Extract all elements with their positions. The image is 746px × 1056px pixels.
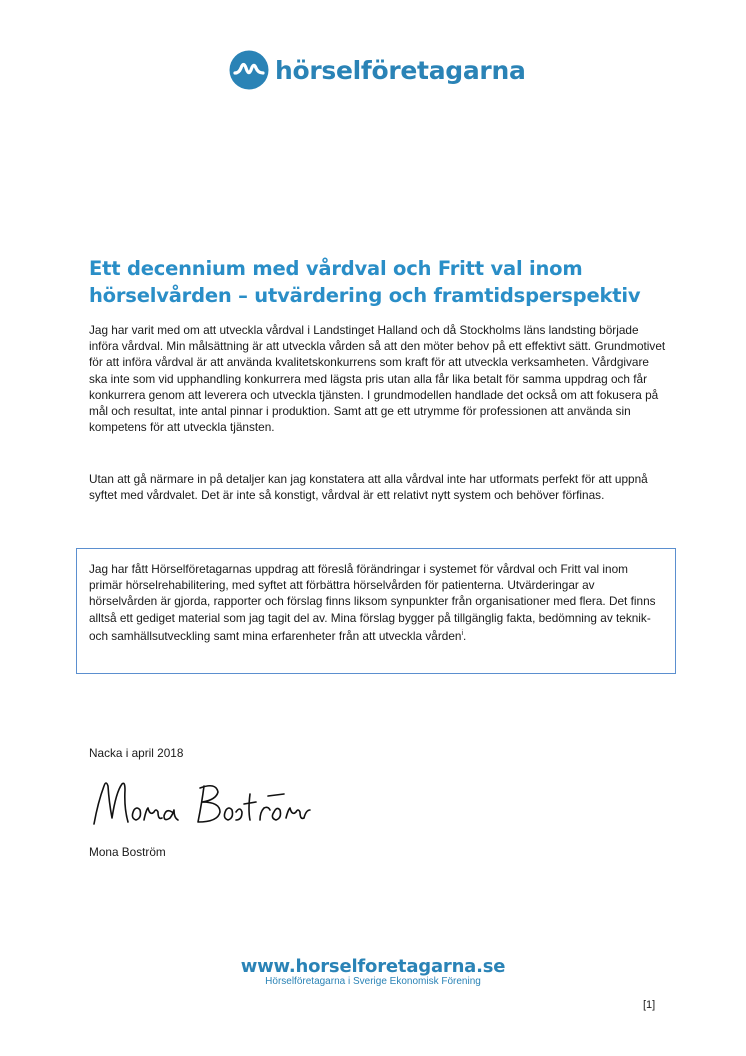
page-number: [1] bbox=[643, 999, 656, 1011]
body-paragraph: Jag har varit med om att utveckla vårdval i Landstinget Halland och då Stockholms läns landsting började införa vårdval. Min målsättning är att utveckla vården så att den möter behov på ett effektivt sätt. Grundmotivet för att införa vårdval är att använda kvalitetskonkurrens som kraft för att utveckla verksamheten. Vårdgivare ska inte som vid upphandling konkurrera med lägsta pris utan alla får lika betalt för samma uppdrag och får konkurrera genom att leverera och utveckla tjänsten. I grundmodellen handlade det också om att fokusera på mål och resultat, inte antal pinnar i produktion. Samt att ge ett utrymme för professionen att använda sin kompetens för att utveckla tjänsten. bbox=[89, 323, 666, 435]
place-date: Nacka i april 2018 bbox=[89, 746, 184, 760]
footer-organization: Hörselföretagarna i Sverige Ekonomisk Förening bbox=[265, 976, 481, 987]
signature bbox=[84, 772, 324, 832]
mission-text-end: . bbox=[463, 628, 467, 643]
mission-text-body: Jag har fått Hörselföretagarnas uppdrag att föreslå förändringar i systemet för vårdval och Fritt val inom primär hörselrehabilitering, med syftet att förbättra hörselvården för patienterna. Utvärderingar av hörselvården är gjorda, rapporter och förslag finns liksom synpunkter från organisationer med flera. Det finns alltså ett gediget material som jag tagit del av. Mina förslag bygger på tillgänglig fakta, bedömning av teknik- och samhällsutveckling samt mina erfarenheter från att utveckla vården bbox=[89, 562, 656, 643]
body-paragraph: Utan att gå närmare in på detaljer kan jag konstatera att alla vårdval inte har utformats perfekt för att uppnå syftet med vårdvalet. Det är inte så konstigt, vårdval är ett relativt nytt system och behöver förfinas. bbox=[89, 472, 648, 503]
mission-box bbox=[76, 548, 676, 674]
page-title: Ett decennium med vårdval och Fritt val inom hörselvården – utvärdering och framtidsperspektiv bbox=[89, 257, 641, 307]
logo-wordmark: hörselföretagarna bbox=[275, 55, 526, 85]
header-logo bbox=[229, 50, 526, 90]
signer-name: Mona Boström bbox=[89, 845, 166, 859]
footnote-marker[interactable]: i bbox=[461, 629, 463, 637]
wave-logo-icon bbox=[229, 50, 269, 90]
mission-text bbox=[89, 561, 664, 644]
footer-website-link[interactable]: www.horselforetagarna.se bbox=[240, 956, 506, 977]
